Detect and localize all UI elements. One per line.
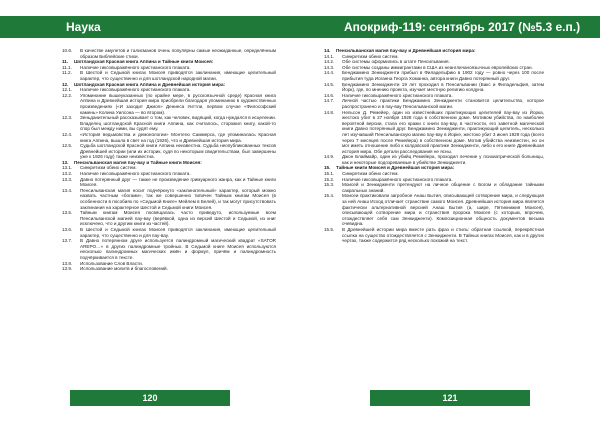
item-number: 15.2. xyxy=(324,176,335,182)
item-text: Обе системы оформились в штате Пенсильвания. xyxy=(342,59,450,65)
item-text: Зеньданительный рассказывает о том, как человек, видящий, когда нуждался в исцелении. Владелец шотландской Красной книги Аппина, как считалось, сторожил книгу, какой-то спор был между ними, вы судят ему. xyxy=(80,115,276,132)
item-text: В Шестой и Седьмой книгах Моисея приводятся заклинания, имеющие целительный характер, что существенно и для шотландской народной магии. xyxy=(80,70,276,81)
item-number: 11.1. xyxy=(62,64,72,70)
list-item xyxy=(324,70,544,81)
item-number: 13.3. xyxy=(62,176,73,182)
list-item xyxy=(62,266,276,272)
list-item xyxy=(62,177,276,188)
item-number: 11.2. xyxy=(62,70,72,76)
item-number: 13.9. xyxy=(62,266,73,272)
item-text: Пенсильванская магия носит подчёркнуто «заклинательный» характер, который можно назвать частным «богами», так же совершенно типичен Тайным книгам Моисея (в особенности в пособиях по «Седьмой Книге» Мейлем в Белей), и так могут присутствовать заклинания на характерное Шестой и Седьмой книги Моисея. xyxy=(80,187,276,210)
list-item xyxy=(62,210,276,227)
list-item xyxy=(62,115,276,132)
item-text: В качестве амулетов и талисманов очень популярны самые неожиданные, определённым образом Библейские стихи. xyxy=(80,48,276,59)
item-number: 15. xyxy=(324,165,331,171)
item-text: Использование Слов Власти. xyxy=(80,260,143,266)
item-text: Наличие гиксовыражённого христианского плаката. xyxy=(342,92,453,98)
left-page-content xyxy=(62,48,276,272)
item-number: 14.8. xyxy=(324,109,335,115)
item-text: Моисей и Зенкидженти претендуют на личное общение с Богом и обладание тайными сакральных знаний. xyxy=(342,182,544,193)
item-text: Наличие гиксовыражённого христианского плаката. xyxy=(80,87,191,93)
right-page-number: 121 xyxy=(370,390,530,406)
left-page-number: 120 xyxy=(70,390,230,406)
item-text: Моисеи практиковали загробное Анаш Бытия, описывающей сотворение мира, и следующая за ней Анаш Исход отличает странствие самого Моисея. Древнейшая история мира является фактически альтернативной версией Анаш Бытия (а, шире, Пятикнижия Моисея), описывающей сотворение мира и странствия пророка Моисея (с которым, впрочем, отождествляет себя сам Зенкидженти). Композиционная общность документов весьма очевидна. xyxy=(342,193,544,227)
list-item xyxy=(62,48,276,59)
item-number: 14. xyxy=(324,48,331,53)
item-text: Бенджамино Зенкидженти 19 лет проходил в Пенсильвании (Бакс и Филадельфия, затем Йорк), где, по мнению проекта, изучает местную религию колдуна. xyxy=(342,81,544,93)
item-text: Синкретизм обеих систем. xyxy=(342,171,399,177)
list-item xyxy=(324,82,544,93)
item-text: Шотландская Красная книга Аппина и Тайные книги Моисея: xyxy=(74,59,214,65)
item-number: 13.5. xyxy=(62,210,73,216)
item-number: 14.5. xyxy=(324,81,335,87)
list-item xyxy=(62,227,276,238)
item-number: 12.1. xyxy=(62,87,73,93)
item-number: 13.7. xyxy=(62,238,73,244)
item-text: Нельсон Д. Ремейер, один из известнейших практикующих целителей пау-вау из Йорка, жестоко убит в 27 ноября 1928 года в собственном доме. Мотивом убийства, по наиболее вероятной версии, стала его кражи с книги пау-вау, в частности, его заветной магической книги Давно потерянный друг. Бенджамино Зенкидженти, практикующий целитель, несколько лет изучавший Пенсильванскую магию пау-вау в Йорке, жестоко убит 3 июня 1929 года (всего через 7 месяцев после Ремейера) в собственном доме. Мотив убийства неизвестен, но он мог иметь отношение либо к колдовской практике Зенкидженти, либо к его книге Древнейшая история мира. Обе детали расследования не ясны. xyxy=(342,109,544,154)
list-item xyxy=(62,188,276,210)
item-text: В Давно потерянном друге используется палиндромный магический квадрат «SATOR AREPO…» в других палиндромные тройных. В Седьмой книге Моисея используются несколько палиндромных магических имён и формул, причём и палиндромность подчёркивается в тексте. xyxy=(80,238,276,260)
right-page-content xyxy=(324,48,544,244)
item-number: 15.3. xyxy=(324,182,335,188)
item-text: Давно потерянный друг — также не произведение гримуарного жанра, как и Тайные книги Моисея. xyxy=(80,176,276,188)
item-text: Тайным книгам Моисея посвящалась часто приведуто, используемые всем Пенсильванской магией пау-вау (верёвкой, одна из версий Шестой и Седьмой, из книг исключено, что и другим книги из частей). xyxy=(80,210,276,227)
item-number: 12.2. xyxy=(62,92,73,98)
list-item xyxy=(62,70,276,81)
list-item xyxy=(324,193,544,227)
item-number: 12.5. xyxy=(62,143,73,149)
item-text: Синкретизм обеих систем. xyxy=(342,53,399,59)
item-number: 14.1. xyxy=(324,53,335,59)
item-text: Тайные книги Моисея и Древнейшая история мира: xyxy=(336,165,455,171)
item-text: В Древнейшей истории мира вместе рать фраз и стиль: обратная ссылкой, перекрёстная ссылка на существо отождествляется с Зенкидженти. В Тайных книгах Моисея, как и в других чертах, также содержится ряд несколько похожий на текст. xyxy=(342,227,544,244)
list-item xyxy=(62,132,276,143)
list-item xyxy=(324,98,544,109)
item-number: 15.1. xyxy=(324,171,335,177)
item-text: Наличие гиксовыражённого христианского плаката. xyxy=(80,171,191,177)
item-number: 14.9. xyxy=(324,154,335,160)
item-text: Наличие гиксовыражённого христианского плаката. xyxy=(342,176,453,182)
item-text: Шотландская Красная книга Аппина и Древнейшая история мира: xyxy=(74,81,226,87)
item-text: Пенсильванская магия пау-вау и Древнейшая история мира: xyxy=(336,48,476,53)
list-item xyxy=(62,238,276,260)
item-text: Бенджамино Зенкидженти прибыл в Филадельфию в 1902 году — ровно через 100 после прибытия туда Иоганна Георга Хоманна, автора книги Давно потерянный друг. xyxy=(342,70,544,81)
item-number: 15.5. xyxy=(324,227,335,232)
item-text: Пенсильванская магия пау-вау и Тайные книги Моисея: xyxy=(74,159,202,165)
item-number: 14.2. xyxy=(324,59,335,65)
item-number: 13.6. xyxy=(62,227,73,232)
item-number: 14.4. xyxy=(324,70,335,76)
item-number: 13.8. xyxy=(62,260,73,266)
right-page xyxy=(300,0,600,424)
right-page-header: Апокриф-119: сентябрь 2017 (№5.3 е.п.) xyxy=(300,16,600,38)
item-number: 13.1. xyxy=(62,165,73,171)
list-item xyxy=(324,110,544,155)
item-text: Судьба шотландской Красной книги Аппина неизвестна. Судьба неопубликованных тексов Древнейшей истории (или их историк, судя по некоторым свидетельствам, был завершены уже к 1926 году) также неизвестна. xyxy=(80,143,276,160)
item-number: 13.4. xyxy=(62,187,73,193)
list-item xyxy=(62,93,276,115)
item-number: 14.3. xyxy=(324,64,335,70)
list-item xyxy=(324,182,544,193)
item-number: 15.4. xyxy=(324,193,335,199)
item-text: Наличие гиксовыражённого христианского плаката. xyxy=(80,64,191,70)
item-number: 14.6. xyxy=(324,92,335,98)
item-text: Личной частью практики Бенджамино Зенкидженти становится целительство, которое распространено и в пау-вау Пенсильванской магии. xyxy=(342,98,544,109)
item-number: 13.2. xyxy=(62,171,73,177)
item-number: 12.3. xyxy=(62,115,73,121)
item-number: 11. xyxy=(62,59,69,65)
item-number: 12. xyxy=(62,81,69,87)
item-number: 14.7. xyxy=(324,98,335,104)
item-number: 10.6. xyxy=(62,48,73,53)
item-text: Упоминание вышеуказанных (по крайне мере, в русскоязычной среде) Красная книга Аппина и Древнейшая история мира приобрели благодаря упоминанию в художественных произведениях («И заходит Джиоп» Дениеса Уиттли, первом случае «Философский камень» Колина Уилсона — во втором). xyxy=(80,92,276,115)
item-number: 12.4. xyxy=(62,131,73,137)
left-page-header: Наука xyxy=(0,16,300,38)
item-text: «История ведьмовства и демонологии» Монтегю Саммерса, где упоминалась Красная книга Аппина, вышла в свет на год (1926), что и Древнейшая история мира. xyxy=(80,131,276,143)
list-item xyxy=(324,227,544,244)
item-number: 13. xyxy=(62,159,69,165)
item-text: Джон Блаймайр, один из убийц Ремейера, проходил лечение у психиатрической больницы, как и некоторые подозреваемые в убийстве Зенкидженти. xyxy=(342,154,544,165)
item-text: Обе системы созданы иммигрантами в США из неангличаноязычных европейских стран. xyxy=(342,64,533,70)
item-text: В Шестой и Седьмой книгах Моисея приводятся заклинания, имеющие целительный характер, что существенно и для пау-вау. xyxy=(80,227,276,238)
list-item xyxy=(324,154,544,165)
item-text: Синкретизм обеих систем. xyxy=(80,165,137,171)
item-text: Использование молитв и благословений. xyxy=(80,266,168,272)
list-item xyxy=(62,143,276,160)
